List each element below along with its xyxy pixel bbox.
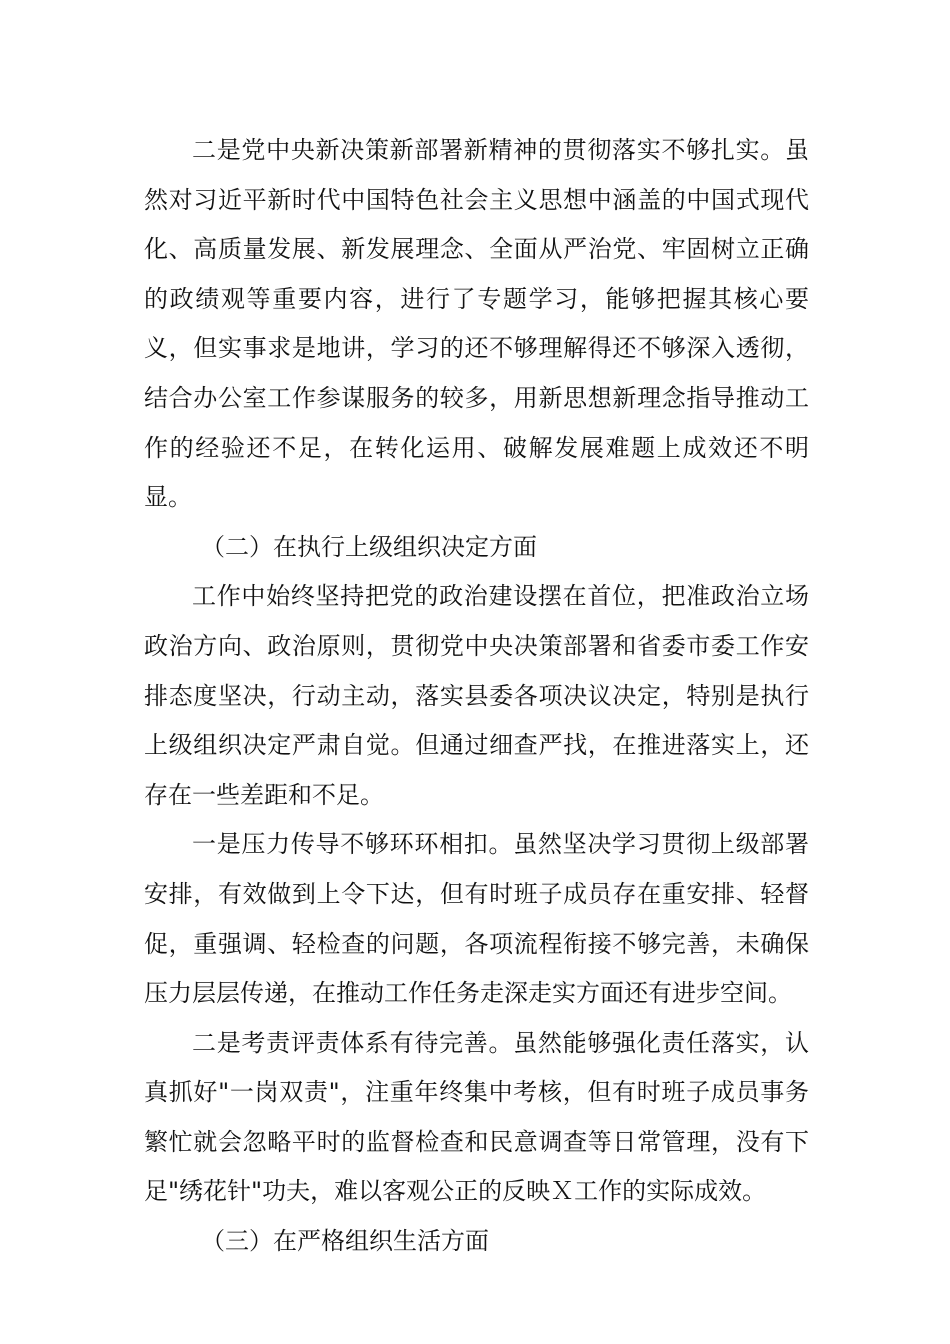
paragraph-body: 二是党中央新决策新部署新精神的贯彻落实不够扎实。虽然对习近平新时代中国特色社会主义思想中涵盖的中国式现代化、高质量发展、新发展理念、全面从严治党、牢固树立正确的政绩观等重要内容，进行了专题学习，能够把握其核心要义，但实事求是地讲，学习的还不够理解得还不够深入透彻，结合办公室工作参谋服务的较多，用新思想新理念指导推动工作的经验还不足，在转化运用、破解发展难题上成效还不明显。: [144, 136, 809, 512]
section-heading: （二）在执行上级组织决定方面: [201, 532, 537, 561]
paragraph-body: 一是压力传导不够环环相扣。虽然坚决学习贯彻上级部署安排，有效做到上令下达，但有时班子成员存在重安排、轻督促，重强调、轻检查的问题，各项流程衔接不够完善，未确保压力层层传递，在推动工作任务走深走实方面还有进步空间。: [144, 830, 809, 1008]
paragraph-body: 二是考责评责体系有待完善。虽然能够强化责任落实，认真抓好"一岗双责"，注重年终集中考核，但有时班子成员事务繁忙就会忽略平时的监督检查和民意调查等日常管理，没有下足"绣花针"功夫，难以客观公正的反映Ｘ工作的实际成效。: [144, 1028, 809, 1206]
document-body: [144, 126, 809, 1267]
section-heading: （三）在严格组织生活方面: [201, 1227, 489, 1256]
paragraph-body: 工作中始终坚持把党的政治建设摆在首位，把准政治立场政治方向、政治原则，贯彻党中央决策部署和省委市委工作安排态度坚决，行动主动，落实县委各项决议决定，特别是执行上级组织决定严肃自觉。但通过细查严找，在推进落实上，还存在一些差距和不足。: [144, 582, 809, 809]
